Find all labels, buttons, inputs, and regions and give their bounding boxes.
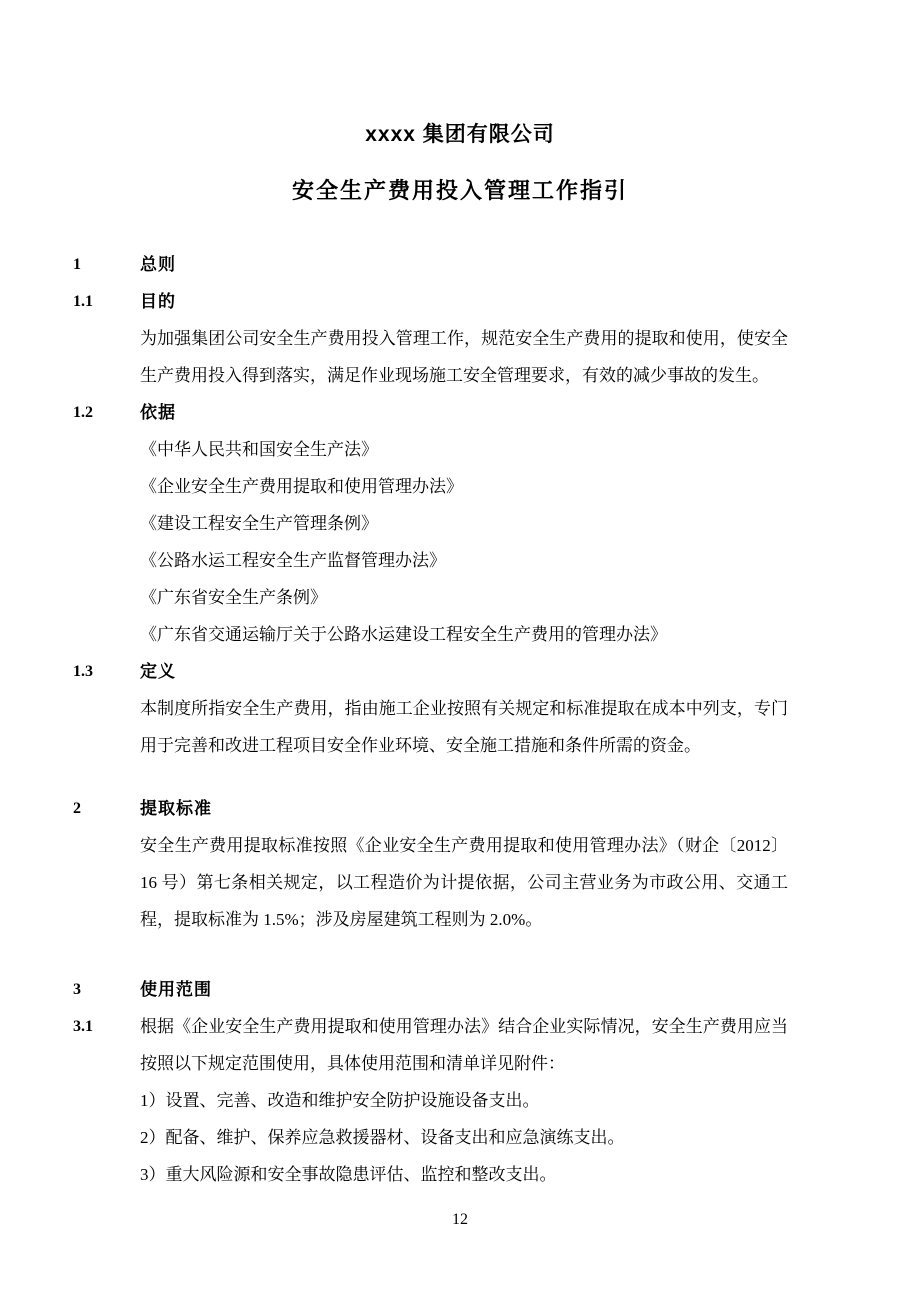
- list-item: 2）配备、维护、保养应急救援器材、设备支出和应急演练支出。: [140, 1128, 625, 1147]
- reference-item: 《建设工程安全生产管理条例》: [140, 514, 378, 533]
- section-3-heading: [0, 971, 920, 1008]
- scope-paragraph: 根据《企业安全生产费用提取和使用管理办法》结合企业实际情况，安全生产费用应当按照以下规定范围使用，具体使用范围和清单详见附件：: [140, 1017, 788, 1073]
- company-title: xxxx 集团有限公司: [365, 123, 555, 146]
- section-2-number: 2: [73, 800, 81, 817]
- section-1-3-title: 定义: [140, 662, 176, 681]
- reference-item: 《广东省安全生产条例》: [140, 588, 327, 607]
- section-1-2-heading: [0, 394, 920, 431]
- standard-paragraph: 安全生产费用提取标准按照《企业安全生产费用提取和使用管理办法》（财企〔2012〕16 号）第七条相关规定，以工程造价为计提依据，公司主营业务为市政公用、交通工程，提取标准为 1.5%；涉及房屋建筑工程则为 2.0%。: [140, 836, 788, 929]
- section-2-title: 提取标准: [140, 799, 212, 818]
- section-3-number: 3: [73, 981, 81, 998]
- reference-item: 《企业安全生产费用提取和使用管理办法》: [140, 477, 463, 496]
- reference-item: 《公路水运工程安全生产监督管理办法》: [140, 551, 446, 570]
- section-1-1-number: 1.1: [73, 293, 93, 310]
- page-number: 12: [452, 1211, 468, 1228]
- section-3-1-row: [0, 1008, 920, 1082]
- reference-item: 《中华人民共和国安全生产法》: [140, 440, 378, 459]
- section-1-number: 1: [73, 256, 81, 273]
- reference-item: 《广东省交通运输厅关于公路水运建设工程安全生产费用的管理办法》: [140, 625, 667, 644]
- section-1-3-number: 1.3: [73, 663, 93, 680]
- section-1-1-heading: [0, 283, 920, 320]
- section-3-title: 使用范围: [140, 980, 212, 999]
- list-item: 1）设置、完善、改造和维护安全防护设施设备支出。: [140, 1091, 540, 1110]
- definition-paragraph: 本制度所指安全生产费用，指由施工企业按照有关规定和标准提取在成本中列支，专门用于完善和改进工程项目安全作业环境、安全施工措施和条件所需的资金。: [140, 699, 788, 755]
- section-1-1-title: 目的: [140, 292, 176, 311]
- section-3-1-number: 3.1: [73, 1018, 93, 1035]
- section-1-title: 总则: [140, 255, 176, 274]
- list-item: 3）重大风险源和安全事故隐患评估、监控和整改支出。: [140, 1165, 557, 1184]
- document-title: 安全生产费用投入管理工作指引: [291, 178, 628, 203]
- purpose-paragraph: 为加强集团公司安全生产费用投入管理工作，规范安全生产费用的提取和使用，使安全生产费用投入得到落实，满足作业现场施工安全管理要求，有效的减少事故的发生。: [140, 329, 788, 385]
- section-1-3-heading: [0, 653, 920, 690]
- section-2-heading: [0, 790, 920, 827]
- section-1-2-title: 依据: [140, 403, 176, 422]
- section-1-heading: [0, 246, 920, 283]
- section-1-2-number: 1.2: [73, 404, 93, 421]
